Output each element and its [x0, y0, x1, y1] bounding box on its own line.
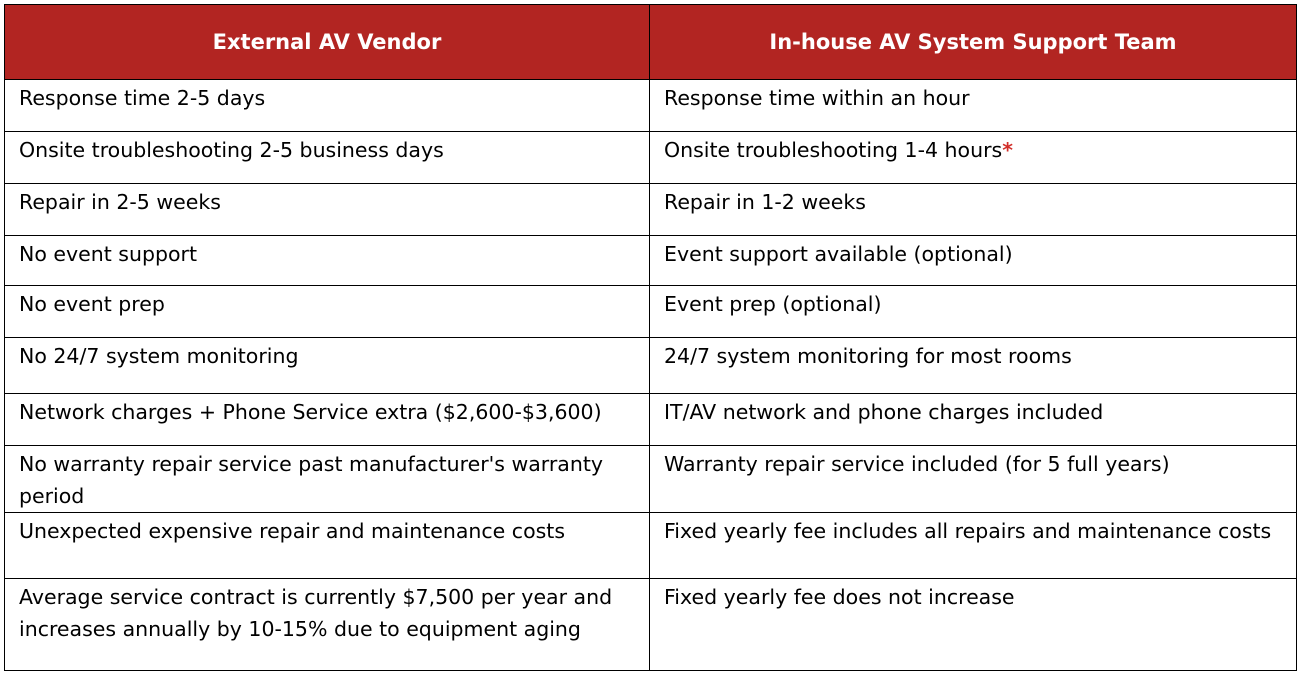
- cell-external: Repair in 2-5 weeks: [5, 184, 650, 236]
- cell-external: Unexpected expensive repair and maintenance costs: [5, 513, 650, 579]
- header-external-vendor: External AV Vendor: [5, 5, 650, 80]
- cell-external: Network charges + Phone Service extra ($2,600-$3,600): [5, 394, 650, 446]
- footnote-asterisk: *: [1002, 138, 1013, 162]
- cell-external: No warranty repair service past manufacturer's warranty period: [5, 446, 650, 513]
- table-row: [5, 184, 1297, 236]
- table-row: [5, 446, 1297, 513]
- header-inhouse-team: In-house AV System Support Team: [650, 5, 1297, 80]
- cell-external: No event support: [5, 236, 650, 286]
- cell-inhouse: Warranty repair service included (for 5 full years): [650, 446, 1297, 513]
- cell-inhouse: IT/AV network and phone charges included: [650, 394, 1297, 446]
- cell-inhouse: [650, 132, 1297, 184]
- cell-external: Average service contract is currently $7,500 per year and increases annually by 10-15% due to equipment aging: [5, 579, 650, 671]
- cell-inhouse-text: Onsite troubleshooting 1-4 hours: [664, 138, 1003, 162]
- cell-inhouse: Fixed yearly fee does not increase: [650, 579, 1297, 671]
- table-row: [5, 513, 1297, 579]
- cell-external: No event prep: [5, 286, 650, 338]
- table-row: [5, 80, 1297, 132]
- cell-inhouse: Repair in 1-2 weeks: [650, 184, 1297, 236]
- cell-inhouse: Event prep (optional): [650, 286, 1297, 338]
- table-row: [5, 132, 1297, 184]
- table-row: [5, 338, 1297, 394]
- table-row: [5, 394, 1297, 446]
- cell-external: Response time 2-5 days: [5, 80, 650, 132]
- table-row: [5, 579, 1297, 671]
- cell-external: Onsite troubleshooting 2-5 business days: [5, 132, 650, 184]
- header-row: [5, 5, 1297, 80]
- table-row: [5, 286, 1297, 338]
- cell-external: No 24/7 system monitoring: [5, 338, 650, 394]
- cell-inhouse: Fixed yearly fee includes all repairs and maintenance costs: [650, 513, 1297, 579]
- cell-inhouse: 24/7 system monitoring for most rooms: [650, 338, 1297, 394]
- cell-inhouse: Event support available (optional): [650, 236, 1297, 286]
- comparison-table: [4, 4, 1297, 671]
- table-row: [5, 236, 1297, 286]
- cell-inhouse: Response time within an hour: [650, 80, 1297, 132]
